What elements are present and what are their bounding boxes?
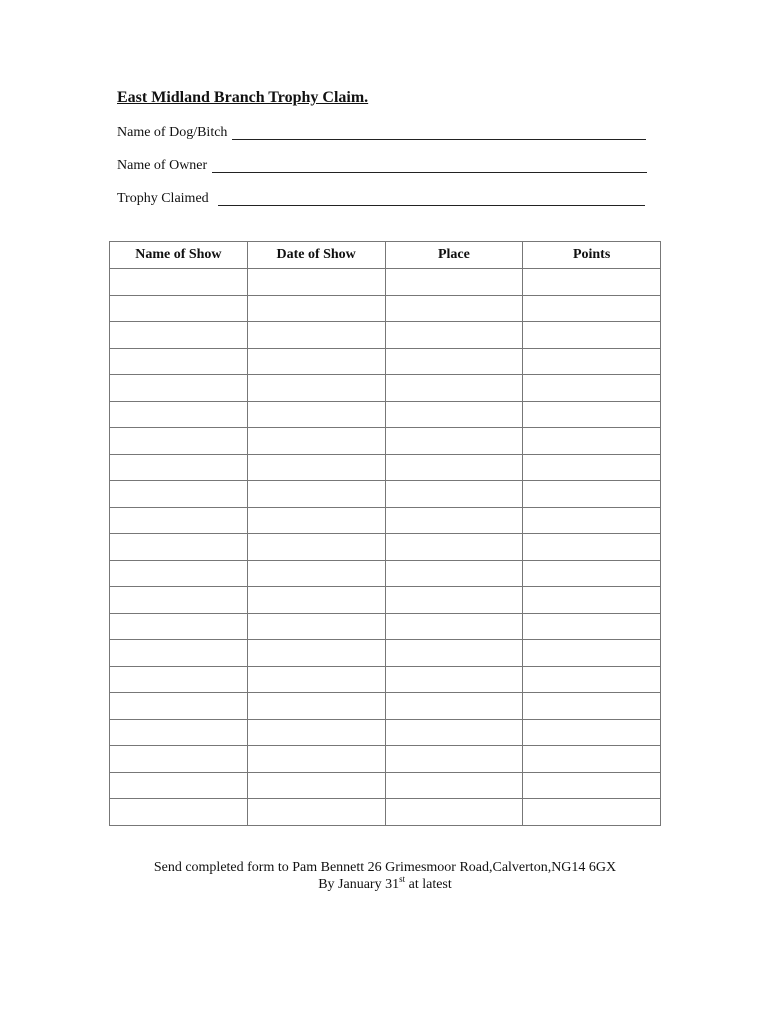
- points-cell[interactable]: [523, 348, 661, 375]
- points-cell[interactable]: [523, 481, 661, 508]
- dog-name-input-line[interactable]: [232, 125, 646, 140]
- footer-deadline: [0, 876, 770, 894]
- show-date-cell[interactable]: [247, 428, 385, 455]
- show-name-cell[interactable]: [110, 454, 248, 481]
- table-row: [110, 640, 661, 667]
- table-row: [110, 746, 661, 773]
- place-cell[interactable]: [385, 719, 523, 746]
- show-name-cell[interactable]: [110, 746, 248, 773]
- points-cell[interactable]: [523, 269, 661, 296]
- table-row: [110, 269, 661, 296]
- points-cell[interactable]: [523, 587, 661, 614]
- show-name-cell[interactable]: [110, 693, 248, 720]
- header-place: Place: [385, 242, 523, 269]
- points-cell[interactable]: [523, 746, 661, 773]
- points-cell[interactable]: [523, 719, 661, 746]
- table-row: [110, 587, 661, 614]
- show-name-cell[interactable]: [110, 481, 248, 508]
- table-row: [110, 772, 661, 799]
- show-name-cell[interactable]: [110, 534, 248, 561]
- table-row: [110, 348, 661, 375]
- points-cell[interactable]: [523, 375, 661, 402]
- show-name-cell[interactable]: [110, 613, 248, 640]
- show-date-cell[interactable]: [247, 560, 385, 587]
- trophy-claimed-input-line[interactable]: [218, 191, 645, 206]
- form-title: East Midland Branch Trophy Claim.: [117, 89, 369, 106]
- show-date-cell[interactable]: [247, 375, 385, 402]
- show-name-cell[interactable]: [110, 772, 248, 799]
- place-cell[interactable]: [385, 269, 523, 296]
- place-cell[interactable]: [385, 322, 523, 349]
- dog-name-label: Name of Dog/Bitch: [117, 125, 228, 140]
- deadline-ordinal: st: [399, 874, 406, 884]
- footer-send-instructions: Send completed form to Pam Bennett 26 Grimesmoor Road,Calverton,NG14 6GX: [153, 860, 617, 875]
- show-date-cell[interactable]: [247, 322, 385, 349]
- points-cell[interactable]: [523, 772, 661, 799]
- dog-name-field: [117, 124, 646, 142]
- deadline-text: By January 31: [318, 877, 400, 892]
- points-cell[interactable]: [523, 666, 661, 693]
- show-date-cell[interactable]: [247, 640, 385, 667]
- header-points: Points: [523, 242, 661, 269]
- place-cell[interactable]: [385, 587, 523, 614]
- show-name-cell[interactable]: [110, 799, 248, 826]
- place-cell[interactable]: [385, 666, 523, 693]
- place-cell[interactable]: [385, 454, 523, 481]
- trophy-claimed-field: [117, 190, 645, 208]
- place-cell[interactable]: [385, 560, 523, 587]
- table-row: [110, 428, 661, 455]
- table-row: [110, 693, 661, 720]
- place-cell[interactable]: [385, 481, 523, 508]
- show-date-cell[interactable]: [247, 587, 385, 614]
- place-cell[interactable]: [385, 295, 523, 322]
- show-results-table: [109, 241, 661, 826]
- table-row: [110, 560, 661, 587]
- show-name-cell[interactable]: [110, 640, 248, 667]
- show-date-cell[interactable]: [247, 401, 385, 428]
- show-date-cell[interactable]: [247, 507, 385, 534]
- points-cell[interactable]: [523, 428, 661, 455]
- table-row: [110, 375, 661, 402]
- table-row: [110, 719, 661, 746]
- show-name-cell[interactable]: [110, 587, 248, 614]
- show-name-cell[interactable]: [110, 295, 248, 322]
- points-cell[interactable]: [523, 693, 661, 720]
- show-date-cell[interactable]: [247, 534, 385, 561]
- place-cell[interactable]: [385, 772, 523, 799]
- header-name-of-show: Name of Show: [110, 242, 248, 269]
- points-cell[interactable]: [523, 799, 661, 826]
- table-row: [110, 799, 661, 826]
- place-cell[interactable]: [385, 428, 523, 455]
- deadline-suffix: at latest: [405, 877, 452, 892]
- owner-name-input-line[interactable]: [212, 158, 647, 173]
- owner-name-field: [117, 157, 647, 175]
- show-name-cell[interactable]: [110, 428, 248, 455]
- place-cell[interactable]: [385, 534, 523, 561]
- points-cell[interactable]: [523, 295, 661, 322]
- points-cell[interactable]: [523, 401, 661, 428]
- show-date-cell[interactable]: [247, 746, 385, 773]
- table-row: [110, 322, 661, 349]
- show-name-cell[interactable]: [110, 719, 248, 746]
- place-cell[interactable]: [385, 613, 523, 640]
- show-name-cell[interactable]: [110, 269, 248, 296]
- points-cell[interactable]: [523, 560, 661, 587]
- show-date-cell[interactable]: [247, 481, 385, 508]
- points-cell[interactable]: [523, 534, 661, 561]
- table-body: [110, 269, 661, 826]
- points-cell[interactable]: [523, 613, 661, 640]
- points-cell[interactable]: [523, 640, 661, 667]
- table-row: [110, 454, 661, 481]
- table-row: [110, 401, 661, 428]
- show-name-cell[interactable]: [110, 348, 248, 375]
- show-date-cell[interactable]: [247, 719, 385, 746]
- show-name-cell[interactable]: [110, 560, 248, 587]
- show-date-cell[interactable]: [247, 295, 385, 322]
- show-date-cell[interactable]: [247, 666, 385, 693]
- place-cell[interactable]: [385, 693, 523, 720]
- table-row: [110, 481, 661, 508]
- place-cell[interactable]: [385, 799, 523, 826]
- trophy-claimed-label: Trophy Claimed: [117, 191, 209, 206]
- place-cell[interactable]: [385, 401, 523, 428]
- show-date-cell[interactable]: [247, 772, 385, 799]
- show-date-cell[interactable]: [247, 693, 385, 720]
- show-date-cell[interactable]: [247, 348, 385, 375]
- points-cell[interactable]: [523, 507, 661, 534]
- place-cell[interactable]: [385, 375, 523, 402]
- show-date-cell[interactable]: [247, 799, 385, 826]
- show-name-cell[interactable]: [110, 666, 248, 693]
- table-row: [110, 507, 661, 534]
- show-date-cell[interactable]: [247, 613, 385, 640]
- points-cell[interactable]: [523, 454, 661, 481]
- table-row: [110, 534, 661, 561]
- show-date-cell[interactable]: [247, 269, 385, 296]
- show-name-cell[interactable]: [110, 401, 248, 428]
- table-row: [110, 613, 661, 640]
- table-row: [110, 295, 661, 322]
- show-name-cell[interactable]: [110, 322, 248, 349]
- place-cell[interactable]: [385, 348, 523, 375]
- header-date-of-show: Date of Show: [247, 242, 385, 269]
- place-cell[interactable]: [385, 746, 523, 773]
- place-cell[interactable]: [385, 640, 523, 667]
- table-row: [110, 666, 661, 693]
- points-cell[interactable]: [523, 322, 661, 349]
- show-name-cell[interactable]: [110, 507, 248, 534]
- place-cell[interactable]: [385, 507, 523, 534]
- show-date-cell[interactable]: [247, 454, 385, 481]
- owner-name-label: Name of Owner: [117, 158, 208, 173]
- table-header-row: [110, 242, 661, 269]
- show-name-cell[interactable]: [110, 375, 248, 402]
